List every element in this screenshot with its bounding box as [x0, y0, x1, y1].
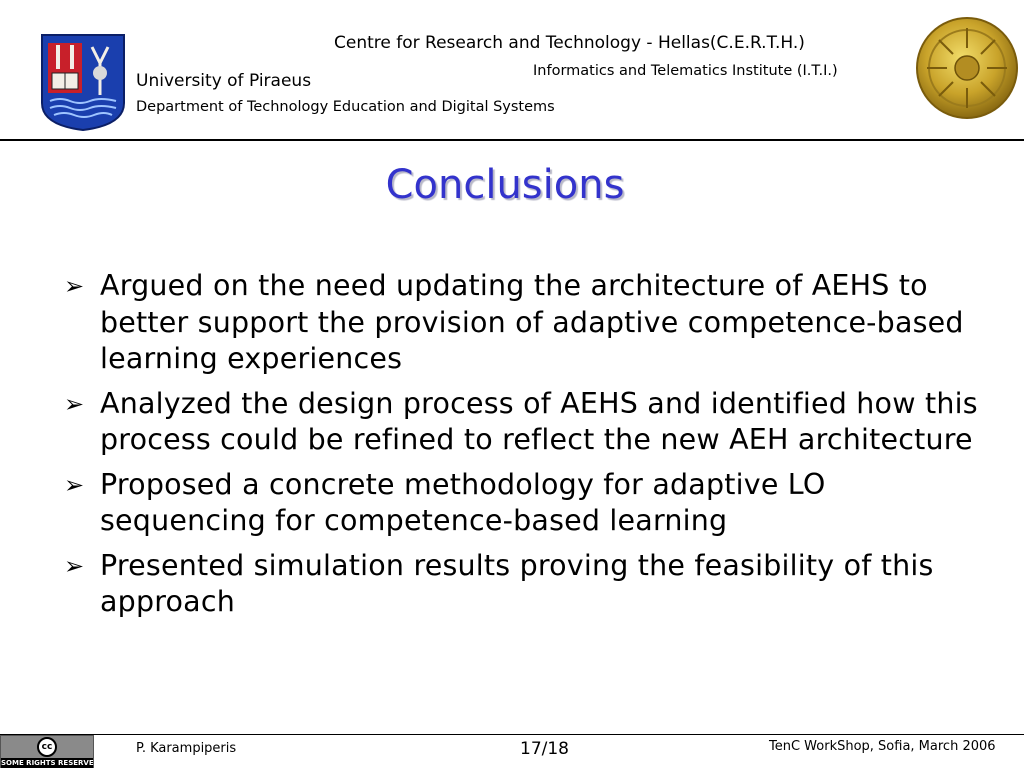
bullet-item [62, 467, 992, 540]
department-name: Department of Technology Education and Digital Systems [136, 99, 555, 115]
certh-gold-seal-icon [914, 14, 1020, 122]
institute-line-2: Informatics and Telematics Institute (I.T.I.) [533, 63, 838, 79]
bullet-text: Analyzed the design process of AEHS and identified how this process could be refined to reflect the new AEH architecture [100, 386, 978, 456]
bullet-list [62, 268, 992, 629]
bullet-item [62, 386, 992, 459]
footer-author: P. Karampiperis [136, 741, 237, 756]
arrow-bullet-icon: ➢ [64, 272, 85, 300]
university-name: University of Piraeus [136, 71, 312, 91]
university-of-piraeus-logo [40, 33, 126, 131]
arrow-bullet-icon: ➢ [64, 551, 85, 580]
creative-commons-badge[interactable] [0, 735, 100, 768]
slide-title: Conclusions [385, 162, 625, 208]
arrow-bullet-icon: ➢ [64, 389, 85, 418]
bullet-item [62, 268, 992, 378]
header-divider [0, 139, 1024, 141]
arrow-bullet-icon: ➢ [64, 470, 85, 499]
bullet-text: Argued on the need updating the architecture of AEHS to better support the provision of adaptive competence-based learning experiences [100, 269, 964, 375]
footer-divider [0, 734, 1024, 735]
footer-event: TenC WorkShop, Sofia, March 2006 [769, 739, 996, 754]
license-text: SOME RIGHTS RESERVED [1, 759, 100, 767]
bullet-item [62, 548, 992, 621]
cc-icon: cc [37, 737, 57, 757]
institute-line-1: Centre for Research and Technology - Hellas(C.E.R.T.H.) [334, 33, 805, 53]
bullet-text: Presented simulation results proving the feasibility of this approach [100, 548, 934, 618]
page-number: 17/18 [520, 739, 569, 759]
bullet-text: Proposed a concrete methodology for adaptive LO sequencing for competence-based learning [100, 467, 826, 537]
